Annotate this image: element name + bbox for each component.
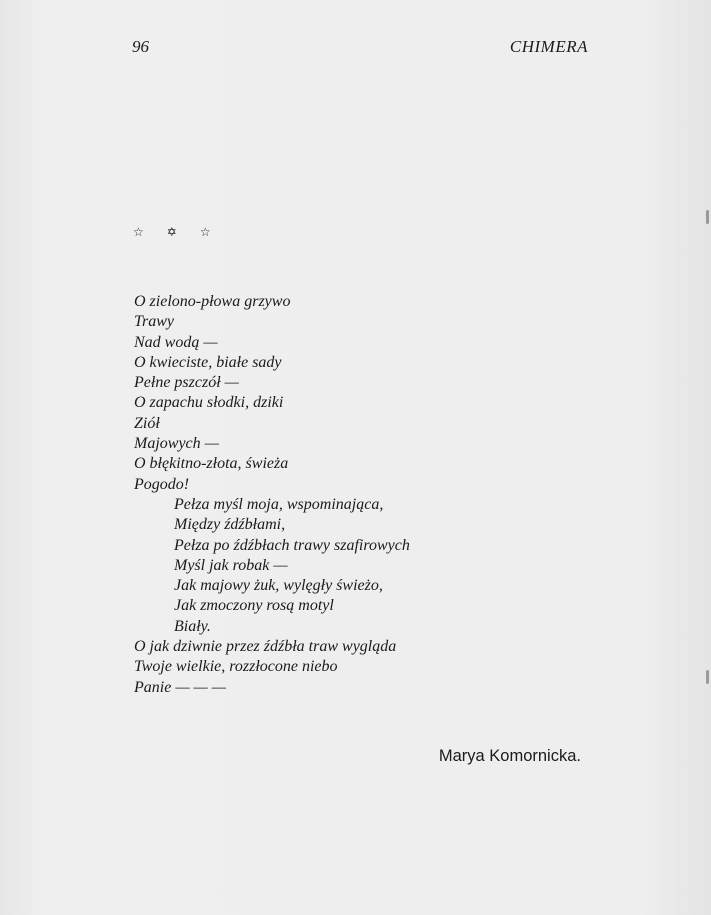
poem-line: Pełza myśl moja, wspominająca, — [174, 495, 384, 513]
poem-line: Między źdźbłami, — [174, 516, 286, 534]
poem-line: Myśl jak robak — — [174, 556, 288, 574]
poem-line: Biały. — [174, 617, 211, 635]
page-header — [132, 37, 588, 61]
page-edge-mark — [706, 210, 709, 224]
poem-line: Twoje wielkie, rozzłocone niebo — [134, 658, 338, 676]
poem — [134, 292, 410, 698]
running-title: CHIMERA — [509, 37, 588, 56]
poem-line: Nad wodą — — [134, 333, 218, 351]
poem-line: O zapachu słodki, dziki — [134, 394, 284, 412]
poem-line: Jak majowy żuk, wylęgły świeżo, — [174, 577, 383, 595]
poem-line: Jak zmoczony rosą motyl — [174, 597, 334, 615]
poem-line: Trawy — [134, 313, 175, 331]
poem-line: O zielono-płowa grzywo — [134, 293, 291, 310]
section-ornament: ☆ ✡ ☆ — [133, 225, 221, 239]
page-edge-mark — [706, 670, 709, 684]
author-signature: Marya Komornicka. — [438, 747, 581, 765]
poem-line: Panie — — — — [134, 678, 226, 696]
poem-line: Majowych — — [134, 435, 219, 453]
poem-line: O kwieciste, białe sady — [134, 353, 282, 371]
poem-line: Ziół — [134, 414, 160, 432]
poem-line: Pełne pszczół — — [134, 374, 239, 392]
poem-line: Pogodo! — [134, 475, 190, 493]
poem-line: O jak dziwnie przez źdźbła traw wygląda — [134, 638, 397, 656]
poem-line: O błękitno-złota, świeża — [134, 455, 289, 473]
poem-line: Pełza po źdźbłach trawy szafirowych — [174, 536, 410, 554]
page-number: 96 — [132, 37, 149, 56]
